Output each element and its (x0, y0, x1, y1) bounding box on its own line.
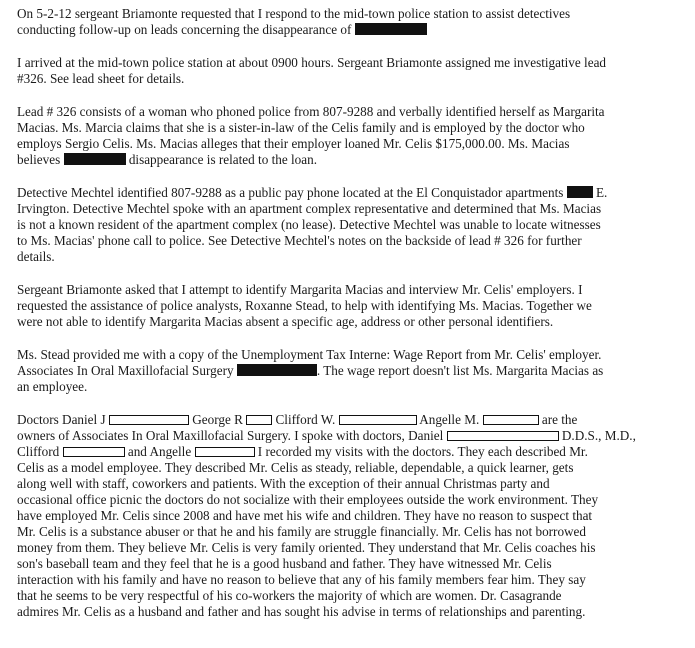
text-line: believes disappearance is related to the loan. (17, 152, 318, 167)
text-line: I arrived at the mid-town police station at about 0900 hours. Sergeant Briamonte assigned me investigative lead (17, 55, 607, 70)
text-line: Lead # 326 consists of a woman who phoned police from 807-9288 and verbally identified herself as Margarita (17, 104, 605, 119)
text-line: Celis as a model employee. They described Mr. Celis as steady, reliable, dependable, a quick learner, gets (17, 460, 574, 475)
redaction-box (246, 415, 272, 425)
text-line: conducting follow-up on leads concerning the disappearance of (17, 22, 427, 38)
redaction-box (483, 415, 539, 425)
text-line: #326. See lead sheet for details. (17, 71, 185, 86)
text-line: were not able to identify Margarita Macias absent a specific age, address or other personal identifiers. (17, 314, 554, 329)
text-line: to Ms. Macias' phone call to police. See Detective Mechtel's notes on the backside of lead # 326 for further (17, 233, 582, 248)
text-line: son's baseball team and they feel that he is a good husband and father. They have witnessed Mr. Celis (17, 556, 552, 571)
text-line: Irvington. Detective Mechtel spoke with an apartment complex representative and determined that Ms. Macias (17, 201, 602, 216)
redaction-box (339, 415, 417, 425)
text-line: Sergeant Briamonte asked that I attempt to identify Margarita Macias and interview Mr. Celis' employers. I (17, 282, 583, 297)
redaction-box (109, 415, 189, 425)
text-line: an employee. (17, 379, 88, 394)
redaction-box (195, 447, 255, 457)
redaction-box (64, 153, 126, 165)
text-line: On 5-2-12 sergeant Briamonte requested that I respond to the mid-town police station to assist detectives (17, 6, 571, 21)
text-line: is not a known resident of the apartment complex (no lease). Detective Mechtel was unable to locate witnesses (17, 217, 601, 232)
redaction-box (447, 431, 559, 441)
text-line: along well with staff, coworkers and patients. With the exception of their annual Christmas party and (17, 476, 550, 491)
text-line: owners of Associates In Oral Maxillofacial Surgery. I spoke with doctors, Daniel D.D.S., M.D., (17, 428, 636, 443)
text-line: details. (17, 249, 55, 264)
text-line: interaction with his family and have no reason to believe that any of his family members fear him. They say (17, 572, 586, 587)
redaction-box (567, 186, 593, 198)
text-line: Doctors Daniel J George R Clifford W. Angelle M. are the (17, 412, 578, 427)
text-line: Mr. Celis is a substance abuser or that he and his family are struggle financially. Mr. Celis has not borrowed (17, 524, 587, 539)
text-line: have employed Mr. Celis since 2008 and have met his wife and children. They have no reason to suspect that (17, 508, 593, 523)
text-line: Associates In Oral Maxillofacial Surgery . The wage report doesn't list Ms. Margarita Macias as (17, 363, 604, 378)
redaction-box (355, 23, 427, 35)
text-line: admires Mr. Celis as a husband and father and has sought his advise in terms of relationships and parenting. (17, 604, 586, 619)
text-line: requested the assistance of police analysts, Roxanne Stead, to help with identifying Ms. Macias. Together we (17, 298, 592, 313)
text-line: Clifford and Angelle I recorded my visits with the doctors. They each described Mr. (17, 444, 588, 459)
redaction-box (63, 447, 125, 457)
text-line: Detective Mechtel identified 807-9288 as a public pay phone located at the El Conquistador apartments E. (17, 185, 608, 200)
text-line: that he seems to be very respectful of his co-workers the majority of which are women. Dr. Casagrande (17, 588, 562, 603)
text-line: money from them. They believe Mr. Celis is very family oriented. They understand that Mr. Celis coaches his (17, 540, 596, 555)
text-line: employs Sergio Celis. Ms. Macias alleges that their employer loaned Mr. Celis $175,000.00. Ms. Macias (17, 136, 570, 151)
text-line: Ms. Stead provided me with a copy of the Unemployment Tax Interne: Wage Report from Mr. Celis' employer. (17, 347, 602, 362)
text-line: occasional office picnic the doctors do not socialize with their employees outside the work environment. They (17, 492, 599, 507)
redaction-box (237, 364, 317, 376)
text-line: Macias. Ms. Marcia claims that she is a sister-in-law of the Celis family and is employed by the doctor who (17, 120, 585, 135)
